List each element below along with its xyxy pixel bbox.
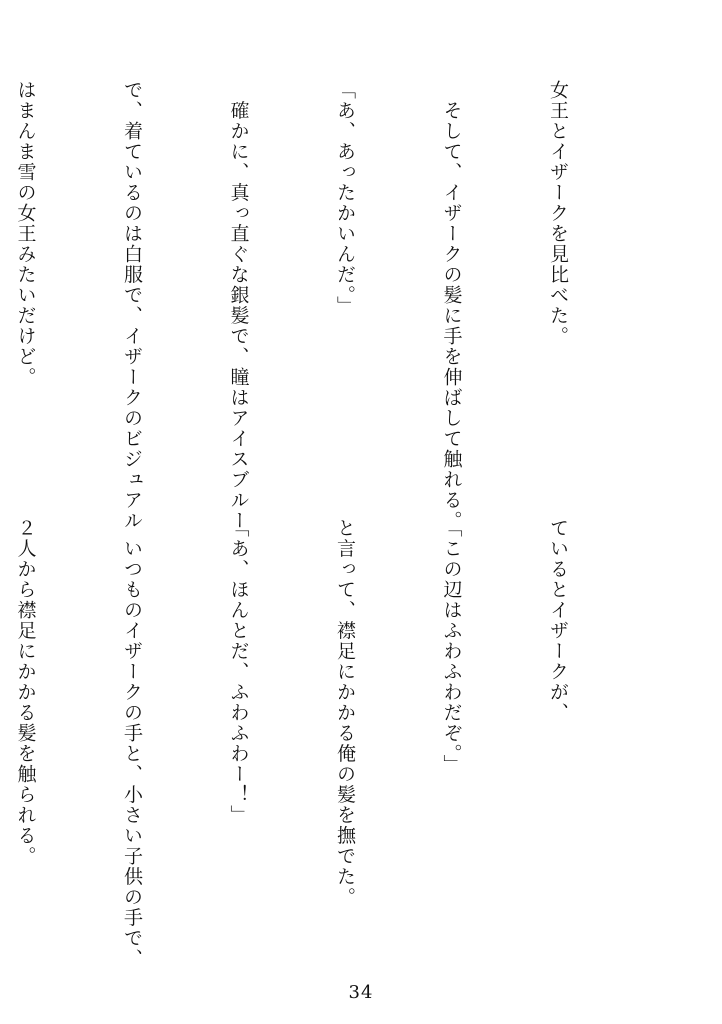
text-line: と言って、襟足にかかる俺の髪を撫でた。: [334, 518, 356, 908]
text-block-top: [0, 80, 646, 531]
text-line: そして、イザークの髪に手を伸ばして触れる。: [440, 80, 463, 531]
text-block-bottom: [0, 518, 646, 969]
text-line: 「この辺はふわふわだぞ。」: [440, 518, 463, 775]
text-line: で、着ているのは白服で、イザークのビジュアル: [121, 80, 143, 531]
text-line: 女王とイザークを見比べた。: [547, 80, 569, 347]
text-line: 「あ、あったかいんだ。」: [334, 80, 356, 317]
text-line: 確かに、真っ直ぐな銀髪で、瞳はアイスブルー: [227, 80, 250, 531]
text-line: いつものイザークの手と、小さい子供の手で、: [121, 518, 143, 969]
page-number: 34: [348, 982, 374, 1003]
text-line: ているとイザークが、: [547, 518, 569, 723]
text-line: はまんま雪の女王みたいだけど。: [14, 80, 37, 388]
text-line: ２人から襟足にかかる髪を触られる。: [14, 518, 37, 867]
text-line: 「あ、ほんとだ、ふわふわー！」: [227, 518, 250, 826]
